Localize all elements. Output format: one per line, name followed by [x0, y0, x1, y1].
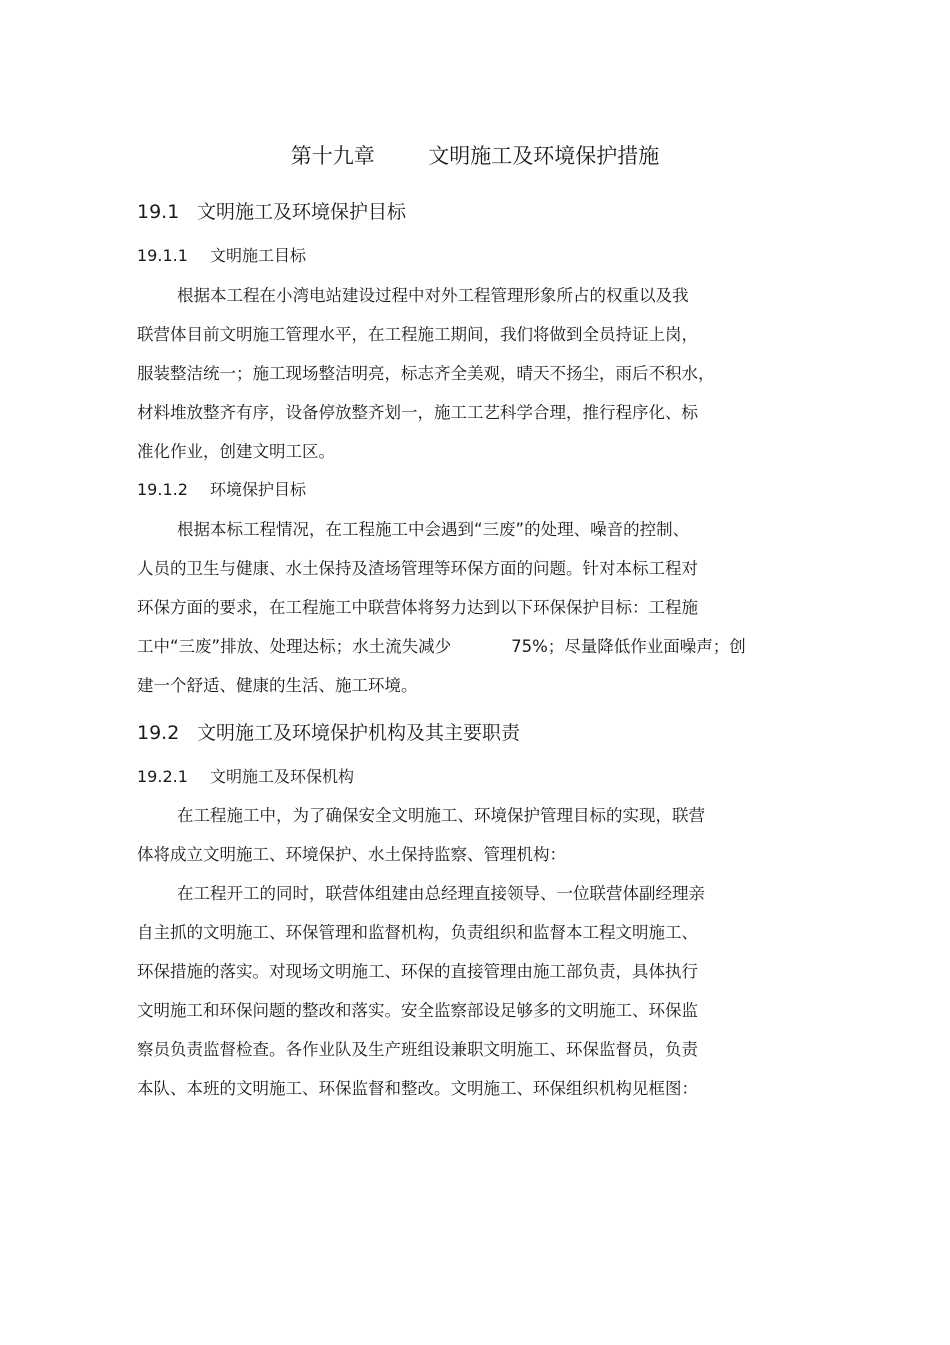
paragraph-line: 准化作业，创建文明工区。 — [137, 442, 335, 461]
paragraph-line: 根据本标工程情况，在工程施工中会遇到“三废”的处理、噪音的控制、 — [177, 520, 690, 539]
paragraph-line — [137, 634, 746, 660]
paragraph-line: 环保措施的落实。对现场文明施工、环保的直接管理由施工部负责，具体执行 — [137, 962, 698, 981]
subsection-heading-19-1-1 — [137, 244, 306, 268]
chapter-title: 第十九章 文明施工及环境保护措施 — [290, 144, 660, 168]
subsection-title: 环境保护目标 — [210, 480, 307, 499]
paragraph-line: 根据本工程在小湾电站建设过程中对外工程管理形象所占的权重以及我 — [177, 286, 689, 305]
subsection-heading-19-2-1 — [137, 765, 354, 789]
subsection-title: 文明施工目标 — [210, 246, 307, 265]
section-heading-19-1 — [137, 197, 406, 227]
paragraph-line: 材料堆放整齐有序，设备停放整齐划一，施工工艺科学合理，推行程序化、标 — [137, 403, 698, 422]
subsection-number: 19.1.1 — [137, 246, 188, 265]
paragraph-line: 察员负责监督检查。各作业队及生产班组设兼职文明施工、环保监督员，负责 — [137, 1040, 698, 1059]
paragraph-line-tail: 75%；尽量降低作业面噪声；创 — [511, 637, 746, 656]
section-number: 19.2 — [137, 722, 180, 744]
paragraph-line: 文明施工和环保问题的整改和落实。安全监察部设足够多的文明施工、环保监 — [137, 1001, 698, 1020]
paragraph-line: 本队、本班的文明施工、环保监督和整改。文明施工、环保组织机构见框图： — [137, 1079, 698, 1098]
paragraph-line: 环保方面的要求，在工程施工中联营体将努力达到以下环保保护目标：工程施 — [137, 598, 698, 617]
paragraph-line: 建一个舒适、健康的生活、施工环境。 — [137, 676, 418, 695]
subsection-title: 文明施工及环保机构 — [210, 767, 355, 786]
section-title: 文明施工及环境保护目标 — [197, 201, 407, 223]
paragraph-line: 自主抓的文明施工、环保管理和监督机构，负责组织和监督本工程文明施工、 — [137, 923, 698, 942]
section-title: 文明施工及环境保护机构及其主要职责 — [197, 722, 521, 744]
paragraph-line: 服装整洁统一；施工现场整洁明亮，标志齐全美观，晴天不扬尘，雨后不积水， — [137, 364, 715, 383]
paragraph-line: 人员的卫生与健康、水土保持及渣场管理等环保方面的问题。针对本标工程对 — [137, 559, 698, 578]
subsection-heading-19-1-2 — [137, 478, 306, 502]
paragraph-line: 体将成立文明施工、环境保护、水土保持监察、管理机构： — [137, 845, 566, 864]
subsection-number: 19.2.1 — [137, 767, 188, 786]
section-heading-19-2 — [137, 718, 520, 748]
subsection-number: 19.1.2 — [137, 480, 188, 499]
paragraph-line: 联营体目前文明施工管理水平，在工程施工期间，我们将做到全员持证上岗， — [137, 325, 698, 344]
paragraph-line: 在工程施工中，为了确保安全文明施工、环境保护管理目标的实现，联营 — [177, 806, 705, 825]
paragraph-line: 在工程开工的同时，联营体组建由总经理直接领导、一位联营体副经理亲 — [177, 884, 705, 903]
section-number: 19.1 — [137, 201, 180, 223]
paragraph-line-head: 工中“三废”排放、处理达标；水土流失减少 — [137, 637, 452, 656]
